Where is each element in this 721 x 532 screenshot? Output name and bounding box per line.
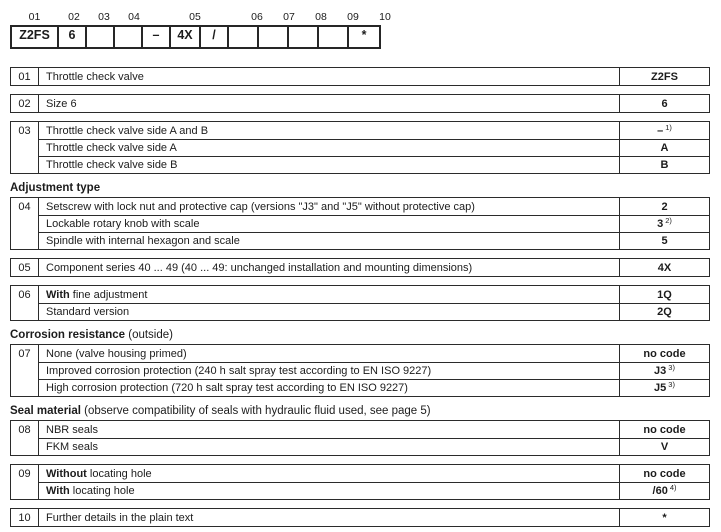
row-description: Standard version [46,306,130,318]
order-code-cell: Z2FS [12,27,59,47]
row-description: Setscrew with lock nut and protective cap (versions "J3" and "J5" without protective cap) [46,200,475,213]
row-description: None (valve housing primed) [46,347,187,360]
order-code-col-header: 07 [283,11,295,23]
order-code-cell [87,27,115,47]
table-row [39,259,709,276]
order-code-cell: – [143,27,171,47]
order-code-col-header: 08 [315,11,327,23]
row-code: no code [619,465,709,482]
table-row [39,286,709,303]
row-code: V [619,439,709,455]
table-row [39,215,709,232]
order-code-cell [229,27,259,47]
row-description: Size 6 [46,97,77,110]
row-description: Without locating hole [46,467,152,480]
order-code-cell [319,27,349,47]
row-description: NBR seals [46,423,98,436]
row-code: 3 $^{2)}$ [619,216,709,232]
order-code-col-header: 03 [98,11,110,23]
code-group-10 [10,508,710,527]
table-row [39,139,709,156]
code-group-08 [10,420,710,456]
table-row [39,465,709,482]
order-code-cell [115,27,143,47]
code-group-05 [10,258,710,277]
section-heading-seal-material: Seal material (observe compatibility of seals with hydraulic fluid used, see page 5) [10,405,431,417]
row-code: 5 [619,233,709,249]
position-number: 04 [11,198,39,249]
order-code-box-row [10,25,381,49]
table-row [39,156,709,173]
order-code-table [10,8,721,49]
section-heading-adjustment-type: Adjustment type [10,182,101,194]
section-heading-corrosion-resistance: Corrosion resistance (outside) [10,329,173,341]
code-group-03 [10,121,710,174]
order-code-col-header: 06 [251,11,263,23]
row-description: Lockable rotary knob with scale [46,218,200,230]
row-description: Throttle check valve [46,70,144,83]
order-code-col-header: 01 [28,11,41,23]
row-description: Throttle check valve side A [46,142,177,154]
row-code: B [619,157,709,173]
order-code-cell: 6 [59,27,87,47]
row-code: Z2FS [619,68,709,85]
table-row [39,438,709,455]
row-code: A [619,140,709,156]
code-group-04 [10,197,710,250]
order-code-header-row [10,8,721,25]
table-row [39,421,709,438]
order-code-col-header: 02 [68,11,80,23]
code-group-07 [10,344,710,397]
row-description: Throttle check valve side B [46,159,178,171]
row-code: 1Q [619,286,709,303]
code-group-01 [10,67,710,86]
row-code: – $^{1)}$ [619,122,709,139]
row-description: Throttle check valve side A and B [46,124,209,137]
row-code: J5 $^{3)}$ [619,380,709,396]
table-row [39,198,709,215]
row-code: no code [619,345,709,362]
table-row [39,68,709,85]
order-code-cell [289,27,319,47]
row-description: Further details in the plain text [46,511,194,524]
row-code: 6 [619,95,709,112]
order-code-cell: 4X [171,27,201,47]
order-code-cell: * [361,28,367,42]
position-number: 08 [11,421,39,455]
row-code: * [619,509,709,526]
position-number: 05 [11,259,39,276]
row-code: J3 $^{3)}$ [619,363,709,379]
row-description: With fine adjustment [46,288,148,301]
table-row [39,509,709,526]
position-number: 06 [11,286,39,320]
position-number: 01 [11,68,39,85]
code-group-02 [10,94,710,113]
order-code-col-header: 10 [379,11,391,23]
row-description: High corrosion protection (720 h salt spray test according to EN ISO 9227) [46,382,408,394]
row-code: 2 [619,198,709,215]
row-description: Improved corrosion protection (240 h salt spray test according to EN ISO 9227) [46,365,432,377]
row-code: /60 $^{4)}$ [619,483,709,499]
code-group-09 [10,464,710,500]
order-code-col-header: 04 [128,11,140,23]
table-row [39,232,709,249]
table-row [39,362,709,379]
order-code-col-header: 05 [189,11,201,23]
row-description: FKM seals [46,441,98,453]
position-number: 02 [11,95,39,112]
row-code: 4X [619,259,709,276]
position-number: 10 [11,509,39,526]
row-description: Component series 40 ... 49 (40 ... 49: unchanged installation and mounting dimensions) [46,261,473,274]
table-row [39,95,709,112]
row-code: 2Q [619,304,709,320]
table-row [39,303,709,320]
row-description: Spindle with internal hexagon and scale [46,235,240,247]
table-row [39,482,709,499]
row-code: no code [619,421,709,438]
order-code-cell [259,27,289,47]
position-number: 09 [11,465,39,499]
table-row [39,345,709,362]
order-code-col-header: 09 [347,11,359,23]
order-code-cell: / [201,27,229,47]
position-number: 03 [11,122,39,173]
code-group-06 [10,285,710,321]
position-number: 07 [11,345,39,396]
row-description: With locating hole [46,485,135,497]
table-row [39,122,709,139]
table-row [39,379,709,396]
